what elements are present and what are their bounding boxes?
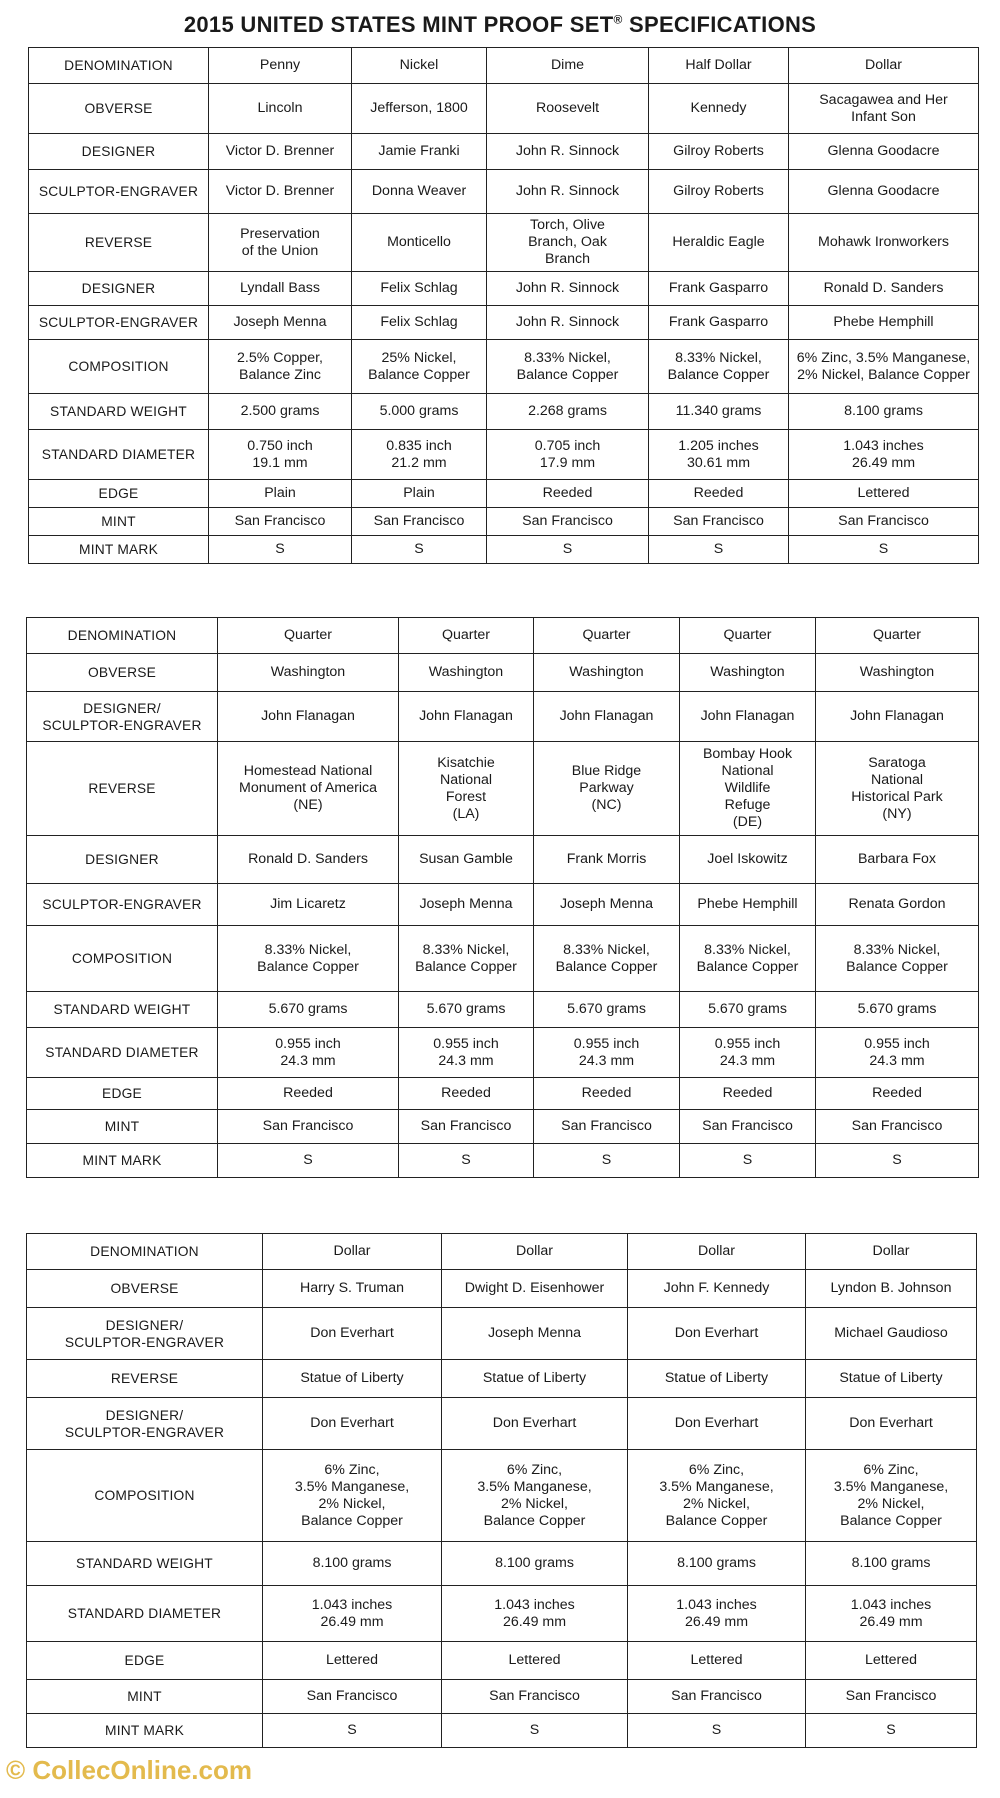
table-cell: 8.100 grams [789, 394, 979, 430]
table-row [29, 48, 979, 84]
table-cell: Phebe Hemphill [680, 884, 816, 926]
spec-table-coins [28, 47, 979, 564]
table-cell: San Francisco [806, 1680, 977, 1714]
table-cell: 8.33% Nickel, Balance Copper [649, 340, 789, 394]
table-cell: Dwight D. Eisenhower [442, 1270, 628, 1308]
table-cell: 8.33% Nickel, Balance Copper [816, 926, 979, 992]
table-cell: John Flanagan [399, 692, 534, 742]
table-cell: Ronald D. Sanders [218, 836, 399, 884]
table-cell: 0.955 inch 24.3 mm [399, 1028, 534, 1078]
table-cell: 5.670 grams [399, 992, 534, 1028]
table-cell: San Francisco [816, 1110, 979, 1144]
table-cell: 8.33% Nickel, Balance Copper [218, 926, 399, 992]
table-row [29, 508, 979, 536]
table-cell: Donna Weaver [352, 170, 487, 214]
table-cell: S [442, 1714, 628, 1748]
table-cell: 5.670 grams [218, 992, 399, 1028]
table-cell: Lyndall Bass [209, 272, 352, 306]
row-label: DENOMINATION [29, 48, 209, 84]
table-cell: S [352, 536, 487, 564]
column-header: Quarter [534, 618, 680, 654]
row-label: MINT MARK [27, 1714, 263, 1748]
table-cell: S [218, 1144, 399, 1178]
table-row [27, 692, 979, 742]
table-cell: San Francisco [789, 508, 979, 536]
column-header: Half Dollar [649, 48, 789, 84]
table-cell: Barbara Fox [816, 836, 979, 884]
table-cell: Joel Iskowitz [680, 836, 816, 884]
table-row [29, 170, 979, 214]
row-label: DESIGNER/ SCULPTOR-ENGRAVER [27, 692, 218, 742]
table-cell: Lyndon B. Johnson [806, 1270, 977, 1308]
table-cell: 8.33% Nickel, Balance Copper [487, 340, 649, 394]
row-label: DESIGNER/ SCULPTOR-ENGRAVER [27, 1398, 263, 1450]
table-cell: Kennedy [649, 84, 789, 134]
table-cell: Homestead National Monument of America (NE) [218, 742, 399, 836]
column-header: Dollar [628, 1234, 806, 1270]
column-header: Nickel [352, 48, 487, 84]
row-label: SCULPTOR-ENGRAVER [27, 884, 218, 926]
row-label: STANDARD DIAMETER [29, 430, 209, 480]
table-cell: Felix Schlag [352, 306, 487, 340]
table-cell: Saratoga National Historical Park (NY) [816, 742, 979, 836]
table-cell: Frank Gasparro [649, 306, 789, 340]
table-cell: Sacagawea and Her Infant Son [789, 84, 979, 134]
table-cell: Heraldic Eagle [649, 214, 789, 272]
table-row [27, 1360, 977, 1398]
table-cell: 6% Zinc, 3.5% Manganese, 2% Nickel, Balance Copper [806, 1450, 977, 1542]
table-cell: 25% Nickel, Balance Copper [352, 340, 487, 394]
table-cell: 1.043 inches 26.49 mm [628, 1586, 806, 1642]
table-cell: John Flanagan [816, 692, 979, 742]
table-cell: 6% Zinc, 3.5% Manganese, 2% Nickel, Balance Copper [628, 1450, 806, 1542]
table-row [27, 1642, 977, 1680]
column-header: Dollar [263, 1234, 442, 1270]
table-cell: Joseph Menna [534, 884, 680, 926]
table-cell: Lincoln [209, 84, 352, 134]
table-cell: Lettered [806, 1642, 977, 1680]
row-label: STANDARD WEIGHT [27, 992, 218, 1028]
table-cell: Reeded [399, 1078, 534, 1110]
table-cell: Jefferson, 1800 [352, 84, 487, 134]
table-cell: San Francisco [534, 1110, 680, 1144]
table-cell: 6% Zinc, 3.5% Manganese, 2% Nickel, Balance Copper [263, 1450, 442, 1542]
table-cell: Harry S. Truman [263, 1270, 442, 1308]
table-cell: John Flanagan [680, 692, 816, 742]
table-cell: 8.33% Nickel, Balance Copper [534, 926, 680, 992]
table-cell: Lettered [628, 1642, 806, 1680]
table-cell: Reeded [816, 1078, 979, 1110]
table-cell: Don Everhart [628, 1398, 806, 1450]
table-cell: John Flanagan [218, 692, 399, 742]
row-label: SCULPTOR-ENGRAVER [29, 306, 209, 340]
table-cell: Joseph Menna [209, 306, 352, 340]
table-row [27, 1714, 977, 1748]
row-label: COMPOSITION [27, 926, 218, 992]
table-cell: 0.955 inch 24.3 mm [816, 1028, 979, 1078]
row-label: REVERSE [27, 1360, 263, 1398]
table-cell: 1.043 inches 26.49 mm [263, 1586, 442, 1642]
table-cell: 8.100 grams [442, 1542, 628, 1586]
table-cell: 1.043 inches 26.49 mm [789, 430, 979, 480]
table-cell: Susan Gamble [399, 836, 534, 884]
table-cell: 0.955 inch 24.3 mm [680, 1028, 816, 1078]
table-cell: Ronald D. Sanders [789, 272, 979, 306]
registered-mark: ® [613, 12, 623, 27]
row-label: MINT MARK [29, 536, 209, 564]
table-row [27, 836, 979, 884]
table-cell: Gilroy Roberts [649, 134, 789, 170]
table-cell: San Francisco [399, 1110, 534, 1144]
table-row [29, 340, 979, 394]
table-cell: Washington [534, 654, 680, 692]
table-cell: Statue of Liberty [628, 1360, 806, 1398]
table-cell: S [816, 1144, 979, 1178]
table-cell: 0.835 inch 21.2 mm [352, 430, 487, 480]
row-label: EDGE [29, 480, 209, 508]
table-cell: 5.670 grams [816, 992, 979, 1028]
row-label: MINT [27, 1680, 263, 1714]
table-cell: Reeded [534, 1078, 680, 1110]
table-cell: S [534, 1144, 680, 1178]
table-cell: Monticello [352, 214, 487, 272]
table-cell: 1.043 inches 26.49 mm [806, 1586, 977, 1642]
table-cell: Plain [352, 480, 487, 508]
table-row [29, 536, 979, 564]
table-row [27, 742, 979, 836]
table-cell: Phebe Hemphill [789, 306, 979, 340]
row-label: DESIGNER [27, 836, 218, 884]
table-cell: 8.100 grams [263, 1542, 442, 1586]
row-label: COMPOSITION [29, 340, 209, 394]
table-cell: Lettered [789, 480, 979, 508]
table-cell: San Francisco [442, 1680, 628, 1714]
table-row [27, 1450, 977, 1542]
table-row [29, 84, 979, 134]
table-cell: Don Everhart [263, 1308, 442, 1360]
table-cell: Jamie Franki [352, 134, 487, 170]
table-cell: Washington [680, 654, 816, 692]
table-cell: Torch, Olive Branch, Oak Branch [487, 214, 649, 272]
row-label: DENOMINATION [27, 618, 218, 654]
row-label: EDGE [27, 1642, 263, 1680]
table-row [27, 1270, 977, 1308]
table-cell: San Francisco [352, 508, 487, 536]
table-cell: San Francisco [218, 1110, 399, 1144]
table-cell: John Flanagan [534, 692, 680, 742]
table-row [27, 1308, 977, 1360]
table-cell: Renata Gordon [816, 884, 979, 926]
table-cell: John R. Sinnock [487, 272, 649, 306]
table-cell: S [399, 1144, 534, 1178]
column-header: Dollar [806, 1234, 977, 1270]
table-cell: S [680, 1144, 816, 1178]
table-cell: Frank Morris [534, 836, 680, 884]
table-row [27, 1110, 979, 1144]
table-cell: Don Everhart [442, 1398, 628, 1450]
spec-table-presidential-dollars [26, 1233, 977, 1748]
table-cell: Don Everhart [806, 1398, 977, 1450]
table-cell: San Francisco [680, 1110, 816, 1144]
table-cell: Roosevelt [487, 84, 649, 134]
table-cell: San Francisco [209, 508, 352, 536]
row-label: MINT [29, 508, 209, 536]
column-header: Penny [209, 48, 352, 84]
row-label: STANDARD DIAMETER [27, 1586, 263, 1642]
table-cell: 0.705 inch 17.9 mm [487, 430, 649, 480]
row-label: MINT MARK [27, 1144, 218, 1178]
table-cell: 1.205 inches 30.61 mm [649, 430, 789, 480]
table-cell: S [649, 536, 789, 564]
table-cell: Victor D. Brenner [209, 134, 352, 170]
table-cell: Reeded [649, 480, 789, 508]
column-header: Dollar [789, 48, 979, 84]
table-cell: Washington [399, 654, 534, 692]
row-label: EDGE [27, 1078, 218, 1110]
row-label: DESIGNER [29, 272, 209, 306]
table-row [27, 884, 979, 926]
table-cell: Don Everhart [628, 1308, 806, 1360]
table-cell: S [789, 536, 979, 564]
table-cell: Frank Gasparro [649, 272, 789, 306]
row-label: SCULPTOR-ENGRAVER [29, 170, 209, 214]
column-header: Quarter [399, 618, 534, 654]
table-cell: 8.33% Nickel, Balance Copper [680, 926, 816, 992]
table-cell: Washington [816, 654, 979, 692]
table-cell: 0.955 inch 24.3 mm [534, 1028, 680, 1078]
table-cell: 1.043 inches 26.49 mm [442, 1586, 628, 1642]
table-cell: Washington [218, 654, 399, 692]
table-row [29, 306, 979, 340]
table-cell: 6% Zinc, 3.5% Manganese, 2% Nickel, Balance Copper [789, 340, 979, 394]
table-cell: San Francisco [628, 1680, 806, 1714]
row-label: DESIGNER [29, 134, 209, 170]
table-cell: 8.100 grams [806, 1542, 977, 1586]
table-cell: San Francisco [263, 1680, 442, 1714]
table-cell: 5.670 grams [680, 992, 816, 1028]
column-header: Quarter [680, 618, 816, 654]
row-label: COMPOSITION [27, 1450, 263, 1542]
spec-table-quarters [26, 617, 979, 1178]
table-cell: 11.340 grams [649, 394, 789, 430]
table-row [27, 992, 979, 1028]
table-cell: Reeded [218, 1078, 399, 1110]
page-title-main: 2015 UNITED STATES MINT PROOF SET [183, 12, 614, 37]
row-label: REVERSE [27, 742, 218, 836]
table-cell: Statue of Liberty [442, 1360, 628, 1398]
table-cell: Preservation of the Union [209, 214, 352, 272]
row-label: DENOMINATION [27, 1234, 263, 1270]
table-row [29, 214, 979, 272]
table-row [29, 272, 979, 306]
row-label: DESIGNER/ SCULPTOR-ENGRAVER [27, 1308, 263, 1360]
table-cell: Plain [209, 480, 352, 508]
table-cell: John R. Sinnock [487, 306, 649, 340]
table-cell: S [209, 536, 352, 564]
table-cell: 5.000 grams [352, 394, 487, 430]
table-cell: S [628, 1714, 806, 1748]
table-cell: Glenna Goodacre [789, 134, 979, 170]
row-label: MINT [27, 1110, 218, 1144]
table-cell: Michael Gaudioso [806, 1308, 977, 1360]
row-label: OBVERSE [27, 1270, 263, 1308]
column-header: Dime [487, 48, 649, 84]
table-cell: Joseph Menna [442, 1308, 628, 1360]
table-cell: 2.268 grams [487, 394, 649, 430]
table-row [27, 1028, 979, 1078]
table-row [27, 618, 979, 654]
table-cell: 2.500 grams [209, 394, 352, 430]
table-row [29, 480, 979, 508]
table-cell: Jim Licaretz [218, 884, 399, 926]
table-cell: Mohawk Ironworkers [789, 214, 979, 272]
page-title [0, 12, 1000, 38]
table-row [27, 1542, 977, 1586]
watermark-text: © CollecOnline.com [6, 1755, 252, 1785]
table-cell: S [806, 1714, 977, 1748]
table-cell: 2.5% Copper, Balance Zinc [209, 340, 352, 394]
table-cell: Victor D. Brenner [209, 170, 352, 214]
row-label: REVERSE [29, 214, 209, 272]
table-cell: Joseph Menna [399, 884, 534, 926]
column-header: Quarter [218, 618, 399, 654]
column-header: Quarter [816, 618, 979, 654]
table-row [27, 1680, 977, 1714]
row-label: OBVERSE [29, 84, 209, 134]
table-row [29, 394, 979, 430]
table-row [27, 926, 979, 992]
table-cell: Felix Schlag [352, 272, 487, 306]
table-cell: Statue of Liberty [806, 1360, 977, 1398]
table-row [27, 1144, 979, 1178]
table-cell: S [263, 1714, 442, 1748]
row-label: OBVERSE [27, 654, 218, 692]
table-cell: Kisatchie National Forest (LA) [399, 742, 534, 836]
table-cell: Don Everhart [263, 1398, 442, 1450]
table-cell: 0.750 inch 19.1 mm [209, 430, 352, 480]
table-row [27, 1234, 977, 1270]
table-row [27, 1398, 977, 1450]
table-row [29, 134, 979, 170]
table-cell: Bombay Hook National Wildlife Refuge (DE) [680, 742, 816, 836]
table-cell: John F. Kennedy [628, 1270, 806, 1308]
row-label: STANDARD WEIGHT [27, 1542, 263, 1586]
table-cell: San Francisco [487, 508, 649, 536]
table-cell: Glenna Goodacre [789, 170, 979, 214]
table-cell: Lettered [442, 1642, 628, 1680]
table-row [27, 654, 979, 692]
row-label: STANDARD DIAMETER [27, 1028, 218, 1078]
table-row [27, 1078, 979, 1110]
table-row [27, 1586, 977, 1642]
table-cell: 8.33% Nickel, Balance Copper [399, 926, 534, 992]
table-cell: 5.670 grams [534, 992, 680, 1028]
table-cell: John R. Sinnock [487, 170, 649, 214]
column-header: Dollar [442, 1234, 628, 1270]
table-cell: Gilroy Roberts [649, 170, 789, 214]
table-cell: 6% Zinc, 3.5% Manganese, 2% Nickel, Balance Copper [442, 1450, 628, 1542]
table-cell: Blue Ridge Parkway (NC) [534, 742, 680, 836]
table-cell: S [487, 536, 649, 564]
table-cell: San Francisco [649, 508, 789, 536]
table-cell: 8.100 grams [628, 1542, 806, 1586]
page-title-suffix: SPECIFICATIONS [622, 12, 817, 37]
table-cell: Statue of Liberty [263, 1360, 442, 1398]
table-cell: Lettered [263, 1642, 442, 1680]
table-cell: Reeded [487, 480, 649, 508]
row-label: STANDARD WEIGHT [29, 394, 209, 430]
table-cell: 0.955 inch 24.3 mm [218, 1028, 399, 1078]
table-cell: John R. Sinnock [487, 134, 649, 170]
table-row [29, 430, 979, 480]
table-cell: Reeded [680, 1078, 816, 1110]
